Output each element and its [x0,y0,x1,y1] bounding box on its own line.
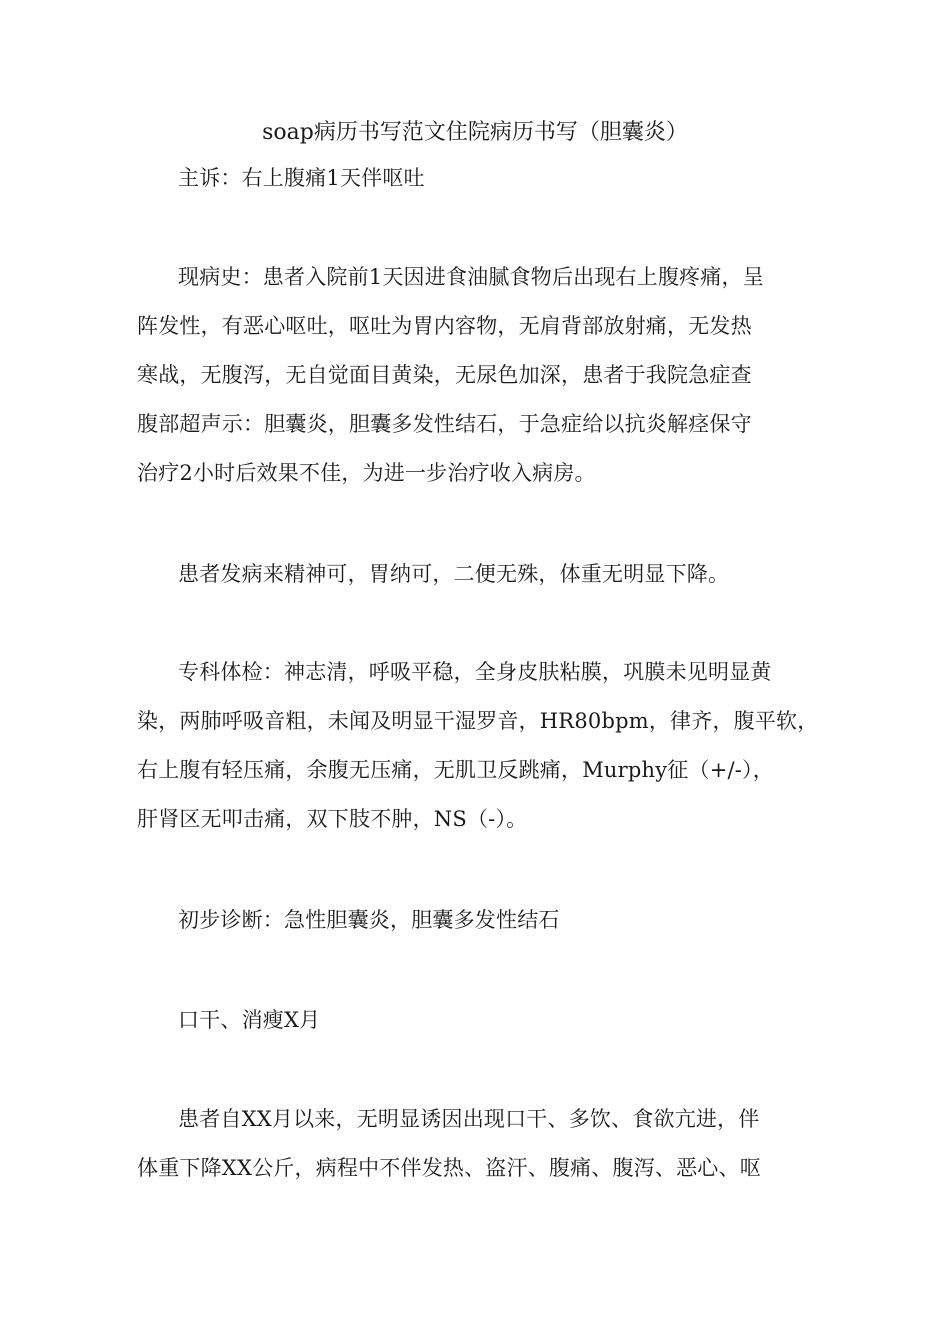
exam-line: 肝肾区无叩击痛，双下肢不肿，NS（-）。 [137,807,528,831]
exam-line: 右上腹有轻压痛，余腹无压痛，无肌卫反跳痛，Murphy征（+/-）， [137,758,774,782]
chief-complaint: 主诉：右上腹痛1天伴呕吐 [178,166,425,190]
present-illness-line: 现病史：患者入院前1天因进食油腻食物后出现右上腹疼痛，呈 [178,265,764,289]
case2-complaint: 口干、消瘦X月 [178,1008,321,1032]
present-illness-line: 阵发性，有恶心呕吐，呕吐为胃内容物，无肩背部放射痛，无发热 [137,314,752,338]
general-status: 患者发病来精神可，胃纳可，二便无殊，体重无明显下降。 [178,562,730,586]
case2-history-line: 患者自XX月以来，无明显诱因出现口干、多饮、食欲亢进，伴 [178,1107,760,1131]
case2-history-line: 体重下降XX公斤，病程中不伴发热、盗汗、腹痛、腹泻、恶心、呕 [137,1156,761,1180]
present-illness-line: 寒战，无腹泻，无自觉面目黄染，无尿色加深，患者于我院急症查 [137,363,752,387]
present-illness-line: 腹部超声示：胆囊炎，胆囊多发性结石，于急症给以抗炎解痉保守 [137,412,752,436]
exam-line: 染，两肺呼吸音粗，未闻及明显干湿罗音，HR80bpm，律齐，腹平软， [137,709,819,733]
document-title: soap病历书写范文住院病历书写（胆囊炎） [262,120,688,145]
present-illness-line: 治疗2小时后效果不佳，为进一步治疗收入病房。 [137,461,596,485]
exam-line: 专科体检：神志清，呼吸平稳，全身皮肤粘膜，巩膜未见明显黄 [178,660,772,684]
preliminary-diagnosis: 初步诊断：急性胆囊炎，胆囊多发性结石 [178,908,560,932]
